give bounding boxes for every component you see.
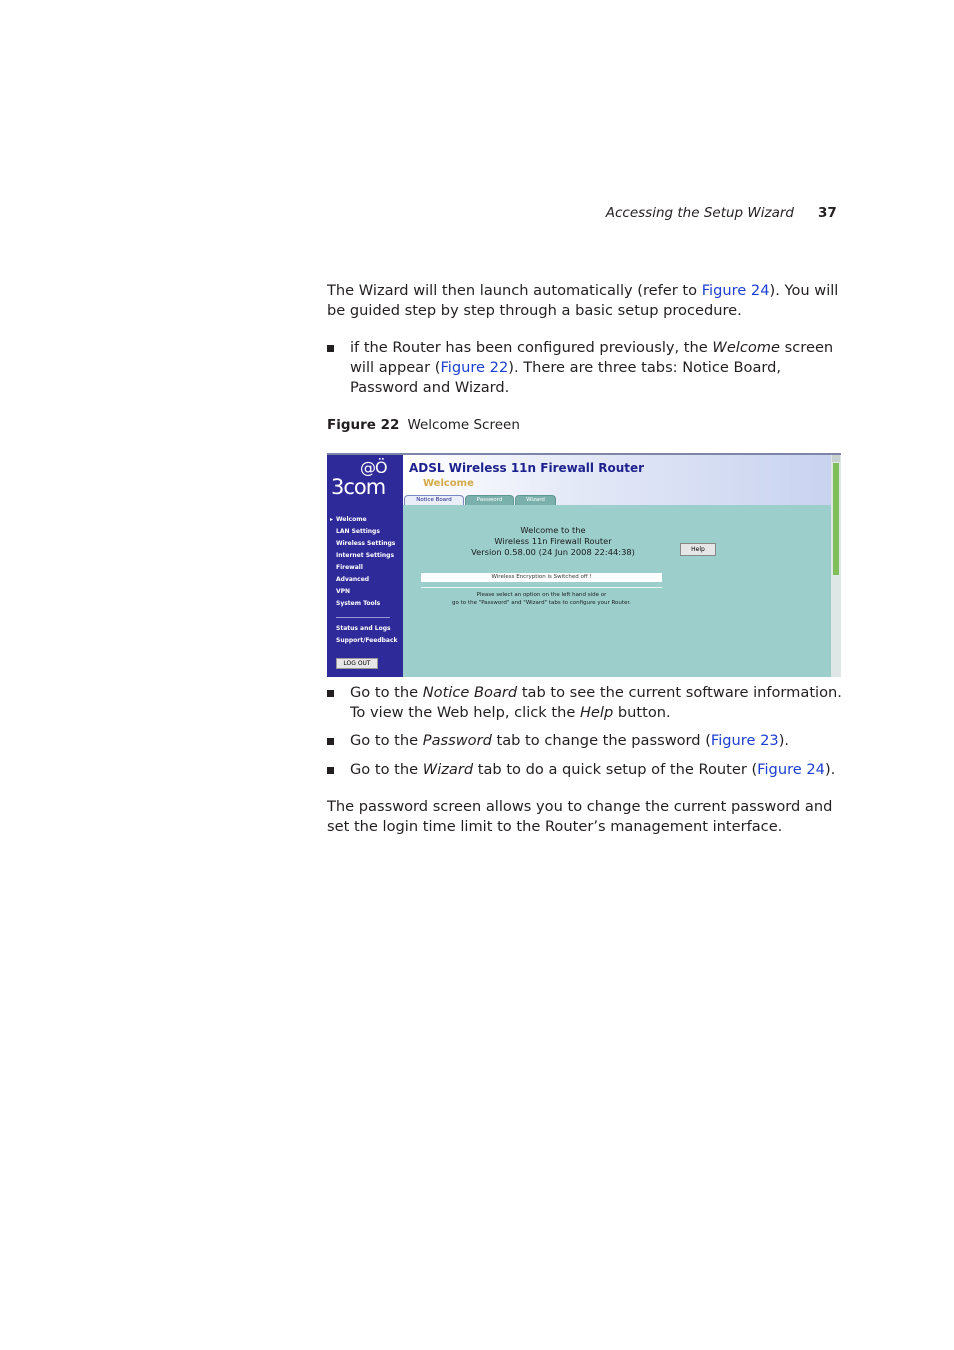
nav-item-label: Welcome (336, 516, 367, 523)
figure-22-link[interactable]: Figure 22 (440, 359, 509, 376)
figure-24-link[interactable]: Figure 24 (757, 761, 825, 778)
instruction-note (421, 591, 662, 607)
bullet-text-part: tab to see the current software information. To view the Web help, click the (350, 684, 842, 721)
router-header (403, 455, 831, 505)
nav-item-label: Status and Logs (336, 625, 391, 632)
instruction-line-1: Please select an option on the left hand side or (476, 592, 607, 598)
router-sidebar (327, 455, 403, 677)
bullet-text-part: tab to change the password ( (491, 732, 711, 749)
logout-button[interactable]: LOG OUT (336, 658, 378, 669)
nav-item-label: System Tools (336, 600, 381, 607)
arrow-right-icon: ▸ (330, 516, 334, 523)
router-app-title: ADSL Wireless 11n Firewall Router (409, 461, 645, 475)
bullet-text (350, 683, 853, 723)
scroll-up-icon[interactable] (832, 455, 840, 462)
figure-caption (327, 417, 520, 433)
vertical-scrollbar[interactable] (831, 455, 841, 677)
bullet-square-icon (327, 738, 334, 745)
bullet-emphasis: Wizard (422, 761, 474, 778)
bullet-emphasis: Welcome (712, 339, 781, 356)
scrollbar-thumb[interactable] (833, 463, 839, 575)
3com-logo-icon: @Ö (360, 458, 387, 477)
nav-item-label: Wireless Settings (336, 540, 396, 547)
welcome-line-1: Welcome to the (520, 525, 586, 535)
tab-password[interactable]: Password (465, 495, 514, 505)
router-content (403, 505, 831, 677)
figure-caption-text: Welcome Screen (407, 417, 520, 433)
bullet-text (350, 760, 853, 780)
bullet-text-part: screen will appear ( (350, 339, 834, 376)
bullet-text (350, 731, 853, 751)
intro-text-2: ). You will be guided step by step through a basic setup procedure. (327, 282, 839, 319)
intro-paragraph (327, 281, 853, 321)
bullet-text-part: ). (824, 761, 836, 778)
nav-item-label: VPN (336, 588, 351, 595)
closing-paragraph: The password screen allows you to change the current password and set the login time limit to the Router’s management interface. (327, 798, 833, 835)
firmware-version: Version 0.58.00 (24 Jun 2008 22:44:38) (471, 547, 635, 557)
bullet-text (350, 338, 853, 398)
bullet-text-part: ). There are three tabs: Notice Board, Password and Wizard. (350, 359, 782, 396)
welcome-line-2: Wireless 11n Firewall Router (494, 536, 612, 546)
nav-item-label: LAN Settings (336, 528, 380, 535)
nav-item-label: Support/Feedback (336, 637, 398, 644)
nav-item-label: Firewall (336, 564, 363, 571)
encryption-warning: Wireless Encryption is Switched off ! (421, 573, 662, 582)
intro-text-1: The Wizard will then launch automatically (refer to (327, 282, 702, 299)
welcome-screen-screenshot (327, 453, 841, 677)
instruction-line-2: go to the "Password" and "Wizard" tabs to configure your Router. (452, 600, 631, 606)
bullet-emphasis: Help (579, 704, 614, 721)
bullet-text-part: Go to the (350, 732, 423, 749)
nav-divider (336, 617, 390, 618)
bullet-text-part: button. (613, 704, 671, 721)
bullet-emphasis: Notice Board (422, 684, 518, 701)
content-divider (421, 587, 662, 588)
bullet-text-part: Go to the (350, 761, 423, 778)
tab-notice-board[interactable]: Notice Board (404, 495, 464, 505)
nav-item-label: Internet Settings (336, 552, 395, 559)
bullet-text-part: if the Router has been configured previously, the (350, 339, 713, 356)
bullet-emphasis: Password (422, 732, 492, 749)
figure-23-link[interactable]: Figure 23 (710, 732, 779, 749)
page-header (0, 205, 954, 225)
router-page-title: Welcome (423, 478, 474, 489)
help-button[interactable]: Help (680, 543, 716, 556)
section-title: Accessing the Setup Wizard (605, 205, 794, 221)
bullet-square-icon (327, 767, 334, 774)
nav-item-label: Advanced (336, 576, 370, 583)
bullet-text-part: ). (778, 732, 790, 749)
figure-24-link[interactable]: Figure 24 (701, 282, 770, 299)
bullet-square-icon (327, 690, 334, 697)
bullet-square-icon (327, 345, 334, 352)
page-number: 37 (818, 205, 837, 221)
bullet-text-part: Go to the (350, 684, 423, 701)
tab-wizard[interactable]: Wizard (515, 495, 556, 505)
3com-logo-text: 3com (331, 475, 386, 499)
figure-label: Figure 22 (327, 417, 400, 433)
bullet-text-part: tab to do a quick setup of the Router ( (473, 761, 758, 778)
